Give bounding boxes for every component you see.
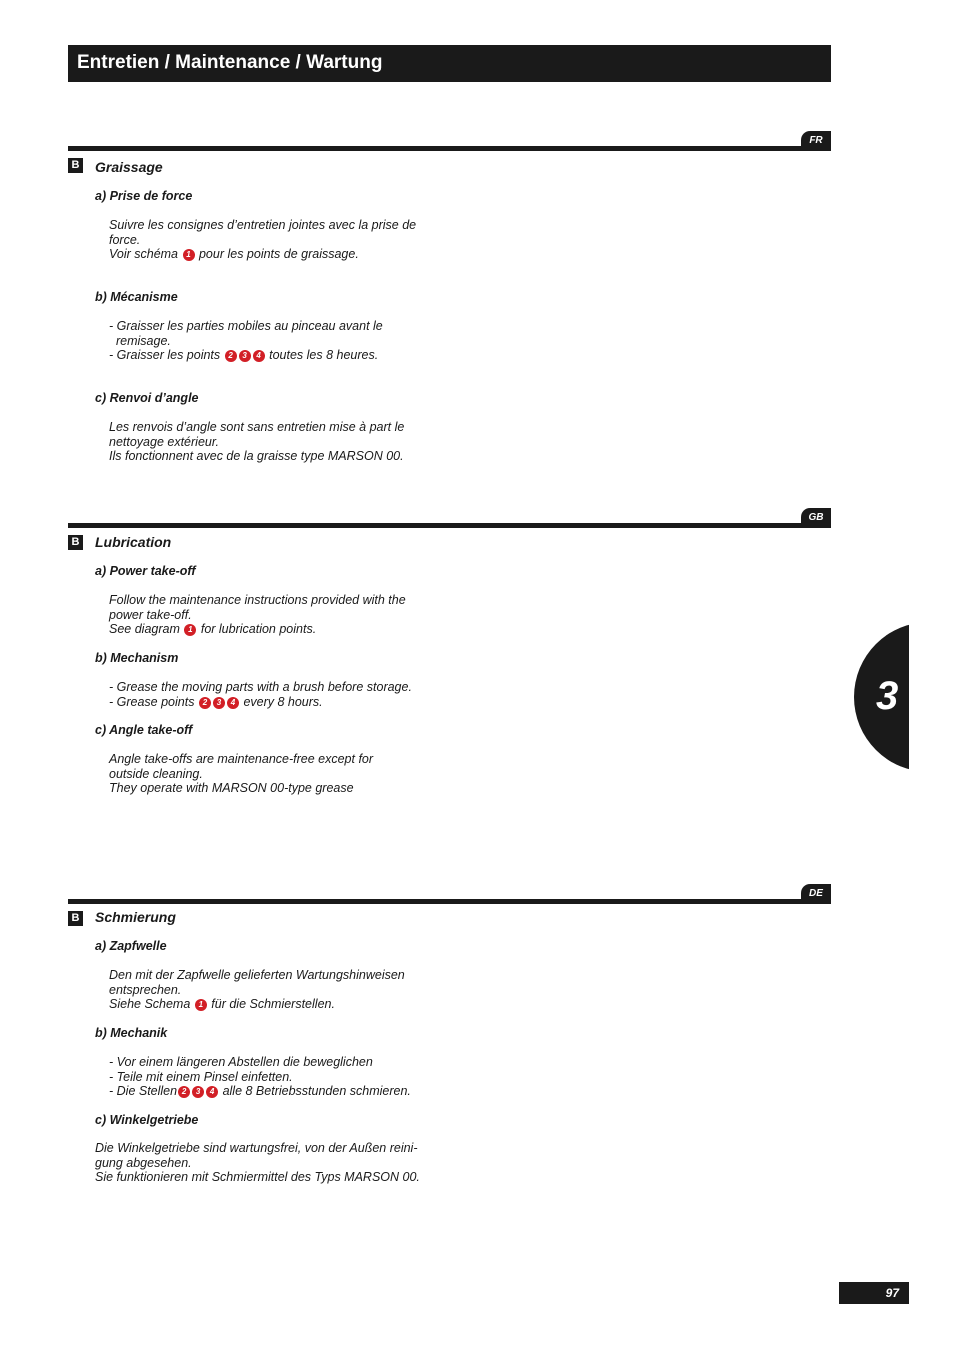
chapter-number: 3 bbox=[876, 674, 899, 718]
section-marker-de: B bbox=[68, 911, 83, 926]
subsection-title-fr-c: c) Renvoi d’angle bbox=[95, 391, 199, 405]
text-line: remisage. bbox=[116, 333, 171, 348]
text-line: Den mit der Zapfwelle gelieferten Wartungshinweisen bbox=[109, 968, 405, 982]
badge-1: 1 bbox=[184, 624, 196, 636]
paragraph-gb-a bbox=[109, 593, 406, 637]
subsection-title-fr-b: b) Mécanisme bbox=[95, 290, 178, 304]
lang-tab-gb: GB bbox=[801, 508, 831, 527]
lang-tab-fr: FR bbox=[801, 131, 831, 150]
text-line: gung abgesehen. bbox=[95, 1155, 192, 1170]
text-line: toutes les 8 heures. bbox=[269, 348, 379, 362]
subsection-title-de-a: a) Zapfwelle bbox=[95, 939, 167, 953]
page-title: Entretien / Maintenance / Wartung bbox=[77, 52, 383, 73]
subsection-title-gb-b: b) Mechanism bbox=[95, 651, 179, 665]
subsection-title-gb-a: a) Power take-off bbox=[95, 564, 196, 578]
text-line: They operate with MARSON 00-type grease bbox=[109, 781, 354, 795]
badge-4: 4 bbox=[227, 697, 239, 709]
text-line: Voir schéma bbox=[109, 247, 179, 261]
text-line: - Graisser les parties mobiles au pinceau avant le bbox=[109, 319, 383, 333]
section-marker-fr: B bbox=[68, 158, 83, 173]
paragraph-gb-c bbox=[109, 752, 373, 796]
text-line: entsprechen. bbox=[109, 982, 182, 997]
paragraph-de-b bbox=[109, 1055, 411, 1099]
text-line: alle 8 Betriebsstunden schmieren. bbox=[222, 1084, 411, 1098]
lang-tab-de: DE bbox=[801, 884, 831, 903]
text-line: Les renvois d’angle sont sans entretien mise à part le bbox=[109, 420, 405, 434]
paragraph-de-c bbox=[95, 1141, 420, 1185]
section-rule-de bbox=[68, 899, 831, 904]
badge-2: 2 bbox=[225, 350, 237, 362]
page-number: 97 bbox=[839, 1282, 909, 1304]
badge-3: 3 bbox=[192, 1086, 204, 1098]
text-line: force. bbox=[109, 232, 141, 247]
text-line: - Grease points bbox=[109, 694, 195, 709]
text-line: Angle take-offs are maintenance-free except for bbox=[109, 752, 374, 766]
subsection-title-de-b: b) Mechanik bbox=[95, 1026, 168, 1040]
badge-2: 2 bbox=[199, 697, 211, 709]
text-line: Follow the maintenance instructions provided with the bbox=[109, 593, 406, 607]
text-line: Siehe Schema bbox=[109, 997, 191, 1011]
text-line: - Vor einem längeren Abstellen die beweglichen bbox=[109, 1055, 373, 1069]
text-line: - Grease the moving parts with a brush before storage. bbox=[109, 680, 412, 694]
section-title-fr: Graissage bbox=[95, 159, 163, 175]
badge-1: 1 bbox=[183, 249, 195, 261]
paragraph-fr-b bbox=[109, 319, 383, 363]
text-line: Ils fonctionnent avec de la graisse type MARSON 00. bbox=[109, 449, 404, 463]
subsection-title-fr-a: a) Prise de force bbox=[95, 189, 193, 203]
text-line: outside cleaning. bbox=[109, 766, 203, 781]
paragraph-fr-c bbox=[109, 420, 404, 464]
paragraph-de-a bbox=[109, 968, 405, 1012]
text-line: - Teile mit einem Pinsel einfetten. bbox=[109, 1069, 293, 1084]
text-line: pour les points de graissage. bbox=[198, 247, 359, 261]
text-line: Sie funktionieren mit Schmiermittel des Typs MARSON 00. bbox=[95, 1170, 420, 1184]
text-line: power take-off. bbox=[109, 607, 192, 622]
text-line: See diagram bbox=[109, 622, 180, 636]
text-line: nettoyage extérieur. bbox=[109, 434, 220, 449]
section-rule-gb bbox=[68, 523, 831, 528]
text-line: for lubrication points. bbox=[200, 622, 317, 636]
text-line: every 8 hours. bbox=[243, 694, 323, 709]
text-line: Die Winkelgetriebe sind wartungsfrei, von der Außen reini- bbox=[95, 1141, 418, 1155]
badge-4: 4 bbox=[253, 350, 265, 362]
section-rule-fr bbox=[68, 146, 831, 151]
badge-1: 1 bbox=[195, 999, 207, 1011]
text-line: - Die Stellen bbox=[109, 1084, 178, 1098]
badge-3: 3 bbox=[213, 697, 225, 709]
text-line: Suivre les consignes d’entretien jointes avec la prise de bbox=[109, 218, 417, 232]
section-title-de: Schmierung bbox=[95, 909, 176, 925]
paragraph-gb-b bbox=[109, 680, 412, 709]
header-bar bbox=[68, 45, 831, 82]
subsection-title-gb-c: c) Angle take-off bbox=[95, 723, 193, 737]
badge-3: 3 bbox=[239, 350, 251, 362]
badge-2: 2 bbox=[178, 1086, 190, 1098]
badge-4: 4 bbox=[206, 1086, 218, 1098]
paragraph-fr-a bbox=[109, 218, 416, 262]
subsection-title-de-c: c) Winkelgetriebe bbox=[95, 1113, 199, 1127]
text-line: - Graisser les points bbox=[109, 348, 221, 362]
text-line: für die Schmierstellen. bbox=[211, 997, 335, 1011]
section-marker-gb: B bbox=[68, 535, 83, 550]
chapter-tab-edge bbox=[909, 600, 954, 800]
section-title-gb: Lubrication bbox=[95, 534, 172, 550]
